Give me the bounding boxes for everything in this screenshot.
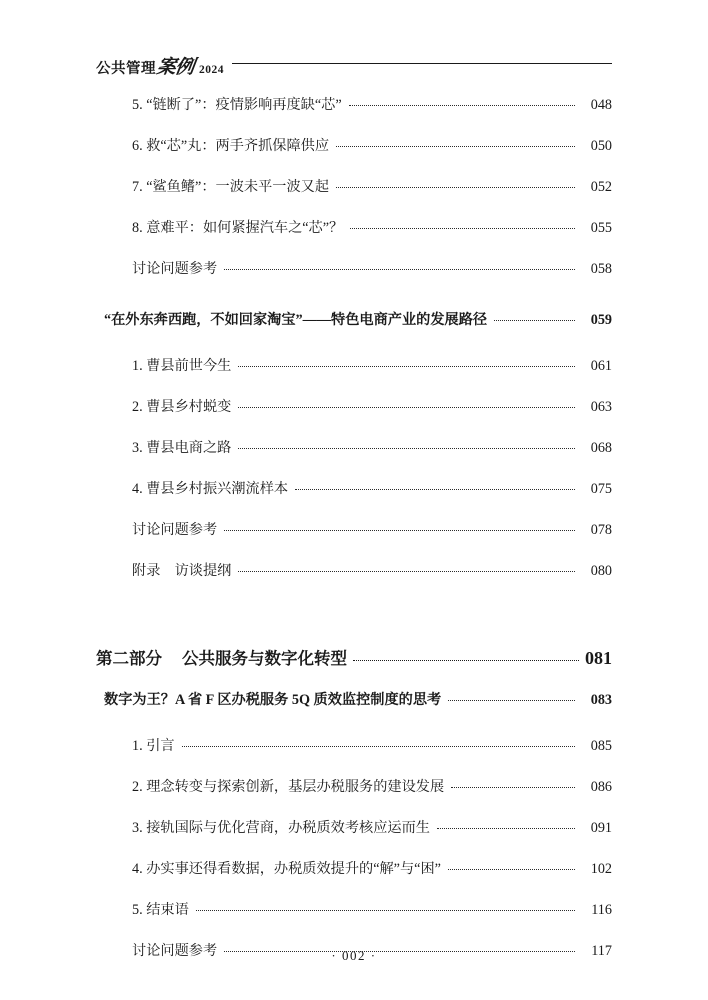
toc-entry[interactable] xyxy=(96,139,612,180)
toc-case-heading[interactable] xyxy=(96,693,612,739)
toc-case-heading[interactable] xyxy=(96,313,612,359)
toc-leader xyxy=(336,145,575,147)
toc-entry-page: 080 xyxy=(590,563,612,579)
toc-part-label: 公共服务与数字化转型 xyxy=(182,649,347,668)
toc-leader xyxy=(238,365,575,367)
toc-entry-label: 4. 曹县乡村振兴潮流样本 xyxy=(132,481,289,497)
toc-entry-label: 1. 曹县前世今生 xyxy=(132,358,232,374)
toc-entry-page: 058 xyxy=(590,261,612,277)
toc-entry[interactable] xyxy=(96,441,612,482)
running-head-text xyxy=(96,52,224,79)
running-head-title: 公共管理 xyxy=(96,59,156,77)
toc-case-label: 数字为王？A 省 F 区办税服务 5Q 质效监控制度的思考 xyxy=(104,692,442,708)
toc-leader xyxy=(224,268,575,270)
toc-entry-page: 091 xyxy=(590,820,612,836)
toc-leader xyxy=(336,186,575,188)
toc-entry-page: 068 xyxy=(590,440,612,456)
toc-entry-label: 1. 引言 xyxy=(132,738,175,754)
toc-leader xyxy=(196,909,575,911)
table-of-contents xyxy=(96,98,612,985)
toc-entry[interactable] xyxy=(96,359,612,400)
toc-entry-page: 061 xyxy=(590,358,612,374)
toc-entry[interactable] xyxy=(96,400,612,441)
toc-entry[interactable] xyxy=(96,180,612,221)
toc-leader xyxy=(349,104,575,106)
toc-entry-page: 075 xyxy=(590,481,612,497)
toc-entry-page: 052 xyxy=(590,179,612,195)
toc-leader xyxy=(238,406,575,408)
toc-part-number: 第二部分 xyxy=(96,649,162,668)
toc-case-page: 083 xyxy=(590,692,612,708)
toc-leader xyxy=(238,570,575,572)
toc-entry-label: 3. 接轨国际与优化营商，办税质效考核应运而生 xyxy=(132,820,430,836)
running-head-year: 2024 xyxy=(199,63,225,76)
toc-entry-label: 2. 理念转变与探索创新，基层办税服务的建设发展 xyxy=(132,779,445,795)
toc-entry-label: 讨论问题参考 xyxy=(132,522,218,538)
toc-entry-page: 063 xyxy=(590,399,612,415)
toc-entry[interactable] xyxy=(96,780,612,821)
toc-entry-page: 102 xyxy=(590,861,612,877)
toc-entry[interactable] xyxy=(96,221,612,262)
page-number-folio: · 002 · xyxy=(331,948,377,963)
toc-leader xyxy=(224,529,575,531)
toc-entry-page: 055 xyxy=(590,220,612,236)
toc-entry-label: 8. 意难平：如何紧握汽车之“芯”？ xyxy=(132,220,344,236)
toc-entry-page: 048 xyxy=(590,97,612,113)
toc-entry-label: 4. 办实事还得看数据，办税质效提升的“解”与“困” xyxy=(132,861,441,877)
toc-entry[interactable] xyxy=(96,739,612,780)
toc-leader xyxy=(451,786,575,788)
toc-leader xyxy=(238,447,575,449)
toc-leader xyxy=(437,827,575,829)
toc-entry[interactable] xyxy=(96,903,612,944)
toc-entry[interactable] xyxy=(96,98,612,139)
toc-entry-label: 讨论问题参考 xyxy=(132,261,218,277)
toc-part-heading[interactable] xyxy=(96,645,612,693)
toc-entry-discussion[interactable] xyxy=(96,262,612,303)
running-head xyxy=(96,52,612,78)
running-head-brush-title: 案例 xyxy=(155,55,196,78)
spacer xyxy=(96,605,612,645)
toc-leader xyxy=(353,659,579,661)
toc-entry[interactable] xyxy=(96,482,612,523)
toc-entry[interactable] xyxy=(96,821,612,862)
toc-entry-label: 3. 曹县电商之路 xyxy=(132,440,232,456)
toc-entry-page: 085 xyxy=(590,738,612,754)
toc-leader xyxy=(350,227,575,229)
toc-case-label: “在外东奔西跑，不如回家淘宝”——特色电商产业的发展路径 xyxy=(104,312,488,328)
toc-entry-page: 078 xyxy=(590,522,612,538)
toc-entry-page: 116 xyxy=(591,902,612,918)
toc-entry-label: 讨论问题参考 xyxy=(132,943,218,959)
toc-entry-label: 5. “链断了”：疫情影响再度缺“芯” xyxy=(132,97,342,113)
toc-case-page: 059 xyxy=(590,312,612,328)
toc-entry-appendix[interactable] xyxy=(96,564,612,605)
toc-leader xyxy=(295,488,575,490)
toc-entry-discussion[interactable] xyxy=(96,523,612,564)
toc-entry-label: 2. 曹县乡村蜕变 xyxy=(132,399,232,415)
toc-entry-page: 086 xyxy=(590,779,612,795)
toc-part-page: 081 xyxy=(585,648,612,668)
toc-leader xyxy=(448,699,575,701)
toc-entry-label: 6. 救“芯”丸：两手齐抓保障供应 xyxy=(132,138,330,154)
toc-leader xyxy=(448,868,575,870)
toc-leader xyxy=(182,745,575,747)
running-head-rule xyxy=(232,63,612,64)
toc-entry-label: 7. “鲨鱼鳍”：一波未平一波又起 xyxy=(132,179,330,195)
toc-leader xyxy=(494,319,575,321)
toc-entry-label: 附录 访谈提纲 xyxy=(132,563,232,579)
toc-entry-page: 050 xyxy=(590,138,612,154)
toc-entry-page: 117 xyxy=(591,943,612,959)
toc-entry-label: 5. 结束语 xyxy=(132,902,189,918)
toc-entry[interactable] xyxy=(96,862,612,903)
